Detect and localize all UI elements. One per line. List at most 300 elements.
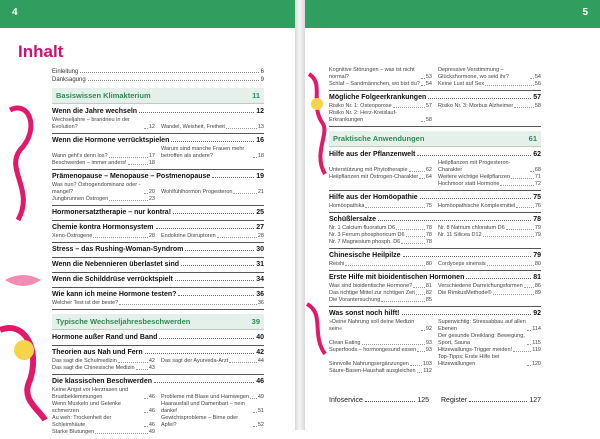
toc-sub-entry[interactable]: [52, 358, 155, 365]
leader-dots: [402, 314, 532, 315]
section-title: Praktische Anwendungen: [333, 134, 425, 143]
toc-sub-entry[interactable]: [438, 174, 541, 181]
section-header[interactable]: [52, 88, 264, 104]
sub-page: 93: [425, 340, 432, 346]
toc-group: [52, 289, 264, 310]
toc-group: [52, 376, 264, 438]
toc-sub-entry[interactable]: [438, 67, 541, 81]
sub-title: Top-Tipps: Erste Hilfe bei Hitzewallungen: [438, 354, 500, 367]
toc-sub-entry[interactable]: [438, 160, 541, 174]
leader-dots: [381, 301, 425, 302]
sub-title: Schlaf – Sandmännchen, wo bist du?: [329, 81, 420, 87]
leader-dots: [421, 78, 425, 79]
sub-title: Sinnvolle Nahrungsergänzungen: [329, 361, 409, 367]
chapter-title: Wenn die Nebennieren überlastet sind: [52, 261, 180, 268]
toc-sub-entry[interactable]: [329, 333, 432, 347]
leader-dots: [88, 80, 259, 81]
toc-sub-entry[interactable]: [329, 239, 432, 246]
toc-sub-list: [52, 117, 264, 131]
chapter-title: Die klassischen Beschwerden: [52, 378, 152, 385]
section-header[interactable]: [329, 131, 541, 147]
sub-page: 28: [148, 233, 155, 239]
leader-dots: [469, 397, 527, 402]
chapter-page: 46: [256, 378, 264, 385]
toc-sub-entry: [329, 181, 432, 188]
sub-title: Das sagt die Schulmedizin: [52, 358, 117, 364]
sub-title: Hochmoor statt Hormone: [438, 181, 500, 187]
toc-sub-entry[interactable]: [52, 196, 155, 203]
toc-group: [52, 106, 264, 134]
toc-sub-entry[interactable]: [438, 347, 541, 354]
toc-group: [329, 250, 541, 271]
toc-chapter-entry[interactable]: [52, 136, 264, 146]
toc-sub-entry[interactable]: [438, 181, 541, 188]
section-title: Typische Wechseljahresbeschwerden: [56, 317, 191, 326]
chapter-page: 57: [533, 94, 541, 101]
front-page: 9: [260, 77, 264, 83]
chapter-title: Erste Hilfe mit bioidentischen Hormonen: [329, 274, 465, 281]
sub-title: Das sagt der Ayurveda-Arzt: [161, 358, 229, 364]
toc-sub-list: [52, 182, 264, 203]
leader-dots: [80, 72, 258, 73]
book-gutter: [295, 0, 305, 430]
sub-page: 42: [148, 358, 155, 364]
toc-sub-entry[interactable]: [438, 232, 541, 239]
leader-dots: [403, 256, 532, 257]
toc-sub-entry[interactable]: [161, 146, 264, 160]
chapter-title: Prämenopause – Menopause – Postmenopause: [52, 173, 211, 180]
sub-page: 46: [148, 408, 155, 414]
toc-sub-entry[interactable]: [52, 233, 155, 240]
sub-title: Keine Lust auf Sex: [438, 81, 485, 87]
sub-title: Das sagt die Chinesische Medizin: [52, 365, 135, 371]
toc-sub-entry[interactable]: [52, 117, 155, 131]
toc-chapter-entry[interactable]: [52, 245, 264, 255]
leader-dots: [396, 229, 425, 230]
sub-title: Kognitive Störungen – was ist nicht normal?: [329, 67, 415, 80]
section-title: Basiswissen Klimakterium: [56, 91, 151, 100]
leader-dots: [95, 433, 148, 434]
toc-sub-list: [329, 225, 541, 246]
toc-sub-entry[interactable]: [329, 67, 432, 81]
sub-title: Superfoods – hormongesund essen: [329, 347, 417, 353]
toc-sub-entry[interactable]: [161, 182, 264, 196]
chapter-title: Chemie kontra Hormonsystem: [52, 224, 154, 231]
toc-group: [329, 149, 541, 191]
toc-sub-entry[interactable]: [52, 146, 155, 160]
leader-dots: [513, 351, 531, 352]
chapter-page: 42: [256, 349, 264, 356]
leader-dots: [428, 98, 531, 99]
leader-dots: [144, 412, 148, 413]
chapter-title: Wenn die Hormone verrücktspielen: [52, 137, 170, 144]
toc-sub-entry[interactable]: [329, 225, 432, 232]
toc-sub-entry[interactable]: [329, 261, 432, 268]
toc-chapter-entry[interactable]: [329, 93, 541, 103]
sub-title: Nr. 8 Natrium chloratum D6: [438, 225, 505, 231]
chapter-title: Wenn die Schilddrüse verrücktspielt: [52, 276, 173, 283]
chapter-page: 16: [256, 137, 264, 144]
sub-title: Die Vorantersuchung: [329, 297, 381, 303]
toc-sub-entry[interactable]: [438, 333, 541, 347]
toc-sub-entry[interactable]: [329, 319, 432, 333]
leader-dots: [173, 213, 254, 214]
toc-sub-entry[interactable]: [161, 358, 264, 365]
leader-dots: [217, 237, 257, 238]
toc-sub-entry[interactable]: [52, 300, 264, 307]
toc-sub-list: [52, 146, 264, 167]
leader-dots: [144, 128, 148, 129]
toc-sub-entry[interactable]: [329, 347, 432, 354]
sub-page: 78: [425, 225, 432, 231]
toc-sub-entry[interactable]: [438, 103, 541, 110]
leader-dots: [181, 265, 254, 266]
sub-title: Risiko Nr. 1: Osteoporose: [329, 103, 392, 109]
sub-page: 78: [425, 239, 432, 245]
toc-chapter-entry[interactable]: [329, 309, 541, 319]
toc-sub-entry[interactable]: [329, 110, 432, 124]
sub-page: 103: [422, 361, 432, 367]
leader-dots: [118, 362, 148, 363]
toc-sub-entry[interactable]: [438, 225, 541, 232]
sub-title: Reishi: [329, 261, 345, 267]
sub-page: 43: [148, 365, 155, 371]
sub-page: 23: [148, 196, 155, 202]
sub-page: 78: [425, 232, 432, 238]
sub-title: Jungbrunnen Östrogen: [52, 196, 109, 202]
toc-chapter-entry[interactable]: [329, 193, 541, 203]
sub-title: Clean Eating: [329, 340, 361, 346]
toc-sub-entry[interactable]: [161, 117, 264, 131]
sub-title: Haarausfall und Damenbart – nein danke!: [161, 401, 245, 414]
toc-sub-entry[interactable]: [329, 368, 432, 375]
sub-page: 79: [534, 225, 541, 231]
toc-chapter-entry[interactable]: [329, 150, 541, 160]
section-page: 11: [252, 91, 260, 100]
chapter-page: 27: [256, 224, 264, 231]
toc-chapter-entry[interactable]: [52, 348, 264, 358]
leader-dots: [93, 237, 148, 238]
leader-dots: [406, 236, 425, 237]
sub-page: 58: [534, 103, 541, 109]
leader-dots: [156, 228, 255, 229]
leader-dots: [159, 338, 254, 339]
toc-group: [329, 66, 541, 91]
sub-page: 18: [257, 153, 264, 159]
toc-sub-entry[interactable]: [329, 354, 432, 368]
chapter-title: Hormonersatztherapie – nur kontra!: [52, 209, 172, 216]
sub-title: Superwichtig: Stressabbau auf allen Ebenen: [438, 319, 526, 332]
leader-dots: [109, 200, 148, 201]
toc-chapter-entry[interactable]: [329, 215, 541, 225]
chapter-page: 34: [256, 276, 264, 283]
toc-sub-entry[interactable]: [438, 203, 541, 210]
toc-sub-entry[interactable]: [438, 261, 541, 268]
sub-page: 62: [425, 167, 432, 173]
sub-page: 36: [257, 300, 264, 306]
sub-title: Nr. 7 Magnesium phosph. D6: [329, 239, 401, 245]
chapter-page: 62: [533, 151, 541, 158]
sub-page: 17: [148, 153, 155, 159]
toc-chapter-entry[interactable]: [52, 260, 264, 270]
sub-page: 71: [534, 174, 541, 180]
leader-dots: [185, 250, 254, 251]
toc-sub-list: [329, 103, 541, 124]
leader-dots: [421, 330, 425, 331]
toc-sub-entry[interactable]: [52, 160, 155, 167]
toc-sub-entry[interactable]: [438, 290, 541, 297]
leader-dots: [136, 369, 148, 370]
toc-sub-entry[interactable]: [438, 81, 541, 88]
toc-sub-entry[interactable]: [52, 182, 155, 196]
sub-page: 21: [257, 189, 264, 195]
toc-sub-entry[interactable]: [161, 387, 264, 401]
chapter-page: 40: [256, 334, 264, 341]
toc-sub-entry[interactable]: [52, 365, 155, 372]
leader-dots: [416, 294, 425, 295]
toc-group: [329, 308, 541, 377]
sub-page: 119: [532, 347, 541, 353]
sub-title: Starke Blutungen: [52, 429, 95, 435]
chapter-page: 25: [256, 209, 264, 216]
leader-dots: [226, 128, 257, 129]
sub-title: Wenn Muskeln und Gelenke schmerzen: [52, 401, 121, 414]
toc-sub-list: [52, 358, 264, 372]
chapter-title: Theorien aus Nah und Fern: [52, 349, 143, 356]
sub-title: Unterstützung mit Phytotherapie: [329, 167, 408, 173]
toc-sub-entry[interactable]: [438, 283, 541, 290]
sub-page: 114: [532, 326, 541, 332]
sub-page: 51: [257, 408, 264, 414]
sub-page: 52: [257, 422, 264, 428]
sub-title: Endokrine Disruptoren: [161, 233, 216, 239]
leader-dots: [175, 280, 254, 281]
sub-title: Xeno-Östrogene: [52, 233, 93, 239]
leader-dots: [145, 353, 255, 354]
chapter-title: Schüßlersalze: [329, 216, 377, 223]
toc-chapter-entry[interactable]: [52, 223, 264, 233]
sub-page: 115: [532, 340, 541, 346]
toc-chapter-entry[interactable]: [52, 172, 264, 182]
leader-dots: [365, 397, 415, 402]
sub-title: Das richtige Mittel zur richtigen Zeit: [329, 290, 415, 296]
sub-page: 46: [148, 422, 155, 428]
leader-dots: [500, 185, 533, 186]
toc-right-column: [329, 66, 541, 378]
toc-sub-entry[interactable]: [329, 203, 432, 210]
toc-sub-entry[interactable]: [329, 283, 432, 290]
sub-page: 82: [425, 290, 432, 296]
sub-page: 112: [423, 368, 432, 374]
page-title: Inhalt: [18, 42, 64, 61]
sub-page: 75: [425, 203, 432, 209]
toc-sub-entry[interactable]: [329, 103, 432, 110]
sub-page: 20: [148, 189, 155, 195]
toc-sub-list: [329, 67, 541, 88]
toc-sub-entry[interactable]: [329, 297, 432, 304]
toc-group: [329, 192, 541, 213]
leader-dots: [253, 412, 257, 413]
chapter-page: 12: [256, 108, 264, 115]
toc-group: [52, 222, 264, 243]
sub-title: Homöopathika: [329, 203, 365, 209]
sub-page: 49: [148, 429, 155, 435]
toc-sub-entry[interactable]: [438, 354, 541, 368]
front-title: Danksagung: [52, 77, 86, 83]
toc-chapter-entry[interactable]: [52, 333, 264, 343]
chapter-title: Stress – das Rushing-Woman-Syndrom: [52, 246, 184, 253]
leader-dots: [139, 112, 254, 113]
toc-chapter-entry[interactable]: [52, 377, 264, 387]
left-page-number: 4: [12, 7, 18, 18]
leader-dots: [178, 295, 254, 296]
sub-title: Weitere wichtige Heilpflanzen: [438, 174, 511, 180]
leader-dots: [410, 365, 422, 366]
sub-title: Wandel, Weisheit, Freiheit: [161, 124, 225, 130]
sub-page: 93: [425, 347, 432, 353]
leader-dots: [171, 141, 254, 142]
left-page-header-bar: [0, 0, 295, 28]
sub-title: Keine Angst vor Herzrasen und Brustbeklemmungen: [52, 387, 129, 400]
leader-dots: [530, 78, 534, 79]
sub-page: 81: [425, 283, 432, 289]
sub-title: Depressive Verstimmung – Glückshormone, wo seid ihr?: [438, 67, 509, 80]
leader-dots: [514, 107, 534, 108]
toc-left-column: [52, 68, 264, 439]
toc-sub-entry[interactable]: [52, 401, 155, 415]
sub-page: 85: [425, 297, 432, 303]
toc-group: [52, 244, 264, 258]
toc-chapter-entry[interactable]: [52, 275, 264, 285]
sub-title: Welcher Test ist der beste?: [52, 300, 119, 306]
footer-page: 125: [417, 397, 429, 404]
chapter-page: 78: [533, 216, 541, 223]
leader-dots: [378, 220, 531, 221]
toc-sub-entry[interactable]: [161, 401, 264, 415]
sub-page: 44: [257, 358, 264, 364]
toc-sub-entry[interactable]: [329, 290, 432, 297]
right-page-header-bar: [305, 0, 600, 28]
toc-sub-entry[interactable]: [161, 415, 264, 429]
chapter-title: Wenn die Jahre wechseln: [52, 108, 138, 115]
sub-page: 56: [534, 81, 541, 87]
leader-dots: [421, 121, 425, 122]
leader-dots: [506, 229, 534, 230]
woman-illustration-icon: [305, 64, 331, 394]
toc-sub-list: [329, 160, 541, 188]
leader-dots: [365, 207, 424, 208]
sub-title: Verschiedene Darreichungsformen: [438, 283, 523, 289]
toc-group: [329, 214, 541, 249]
sub-title: Gewichtsprobleme – Birne oder Apfel?: [161, 415, 239, 428]
woman-illustration-icon: [0, 80, 48, 420]
section-page: 39: [251, 317, 260, 326]
toc-sub-entry[interactable]: [52, 415, 155, 429]
toc-sub-entry[interactable]: [438, 319, 541, 333]
toc-front-entry[interactable]: [52, 68, 264, 76]
leader-dots: [419, 178, 425, 179]
toc-chapter-entry[interactable]: [52, 290, 264, 300]
toc-group: [52, 274, 264, 288]
toc-sub-entry[interactable]: [329, 160, 432, 174]
sub-title: Nr. 3 Ferrum phosphoricum D6: [329, 232, 405, 238]
footer-entry-register[interactable]: [441, 397, 541, 404]
toc-chapter-entry[interactable]: [52, 107, 264, 117]
leader-dots: [393, 107, 425, 108]
sub-title: »Deine Nahrung soll deine Medizin sein«: [329, 319, 415, 332]
sub-page: 79: [534, 232, 541, 238]
leader-dots: [527, 365, 531, 366]
sub-page: 92: [425, 326, 432, 332]
leader-dots: [417, 372, 423, 373]
sub-title: Was nun? Östrogendominanz oder -mangel?: [52, 182, 141, 195]
toc-sub-entry[interactable]: [52, 429, 155, 436]
sub-page: 53: [425, 74, 432, 80]
toc-chapter-entry[interactable]: [329, 273, 541, 283]
leader-dots: [345, 265, 425, 266]
sub-title: Wann geht's denn los?: [52, 153, 108, 159]
sub-page: 68: [534, 167, 541, 173]
sub-page: 76: [534, 203, 541, 209]
right-page: [305, 0, 600, 430]
leader-dots: [493, 294, 534, 295]
sub-page: 80: [534, 261, 541, 267]
toc-sub-entry[interactable]: [329, 174, 432, 181]
sub-title: Die RimkusMethode®: [438, 290, 492, 296]
toc-front-entry[interactable]: [52, 76, 264, 84]
toc-footer: [329, 397, 553, 404]
chapter-title: Hilfe aus der Homöopathie: [329, 194, 418, 201]
toc-sub-list: [329, 319, 541, 375]
section-header[interactable]: [52, 314, 264, 330]
footer-entry-infoservice[interactable]: [329, 397, 429, 404]
leader-dots: [524, 287, 534, 288]
sub-title: Risiko Nr. 3: Morbus Alzheimer: [438, 103, 514, 109]
leader-dots: [250, 398, 257, 399]
sub-title: Probleme mit Blase und Harnwegen: [161, 394, 250, 400]
leader-dots: [527, 344, 531, 345]
leader-dots: [527, 330, 531, 331]
leader-dots: [128, 164, 148, 165]
leader-dots: [253, 157, 257, 158]
sub-title: Nr. 11 Silicea D12: [438, 232, 482, 238]
leader-dots: [511, 178, 534, 179]
sub-page: 13: [257, 124, 264, 130]
toc-sub-entry[interactable]: [161, 233, 264, 240]
toc-sub-list: [52, 233, 264, 240]
toc-sub-entry[interactable]: [329, 81, 432, 88]
toc-sub-entry[interactable]: [52, 387, 155, 401]
toc-sub-list: [329, 203, 541, 210]
leader-dots: [144, 426, 148, 427]
front-page: 6: [260, 69, 264, 75]
footer-label: Register: [441, 397, 468, 404]
leader-dots: [466, 278, 531, 279]
sub-page: 86: [534, 283, 541, 289]
leader-dots: [516, 207, 534, 208]
toc-sub-entry[interactable]: [329, 232, 432, 239]
toc-chapter-entry[interactable]: [329, 251, 541, 261]
chapter-title: Hormone außer Rand und Band: [52, 334, 158, 341]
leader-dots: [417, 351, 425, 352]
toc-group: [52, 347, 264, 375]
toc-chapter-entry[interactable]: [52, 208, 264, 218]
leader-dots: [253, 426, 257, 427]
sub-page: 57: [425, 103, 432, 109]
chapter-page: 75: [533, 194, 541, 201]
toc-group: [329, 272, 541, 307]
chapter-title: Hilfe aus der Pflanzenwelt: [329, 151, 416, 158]
